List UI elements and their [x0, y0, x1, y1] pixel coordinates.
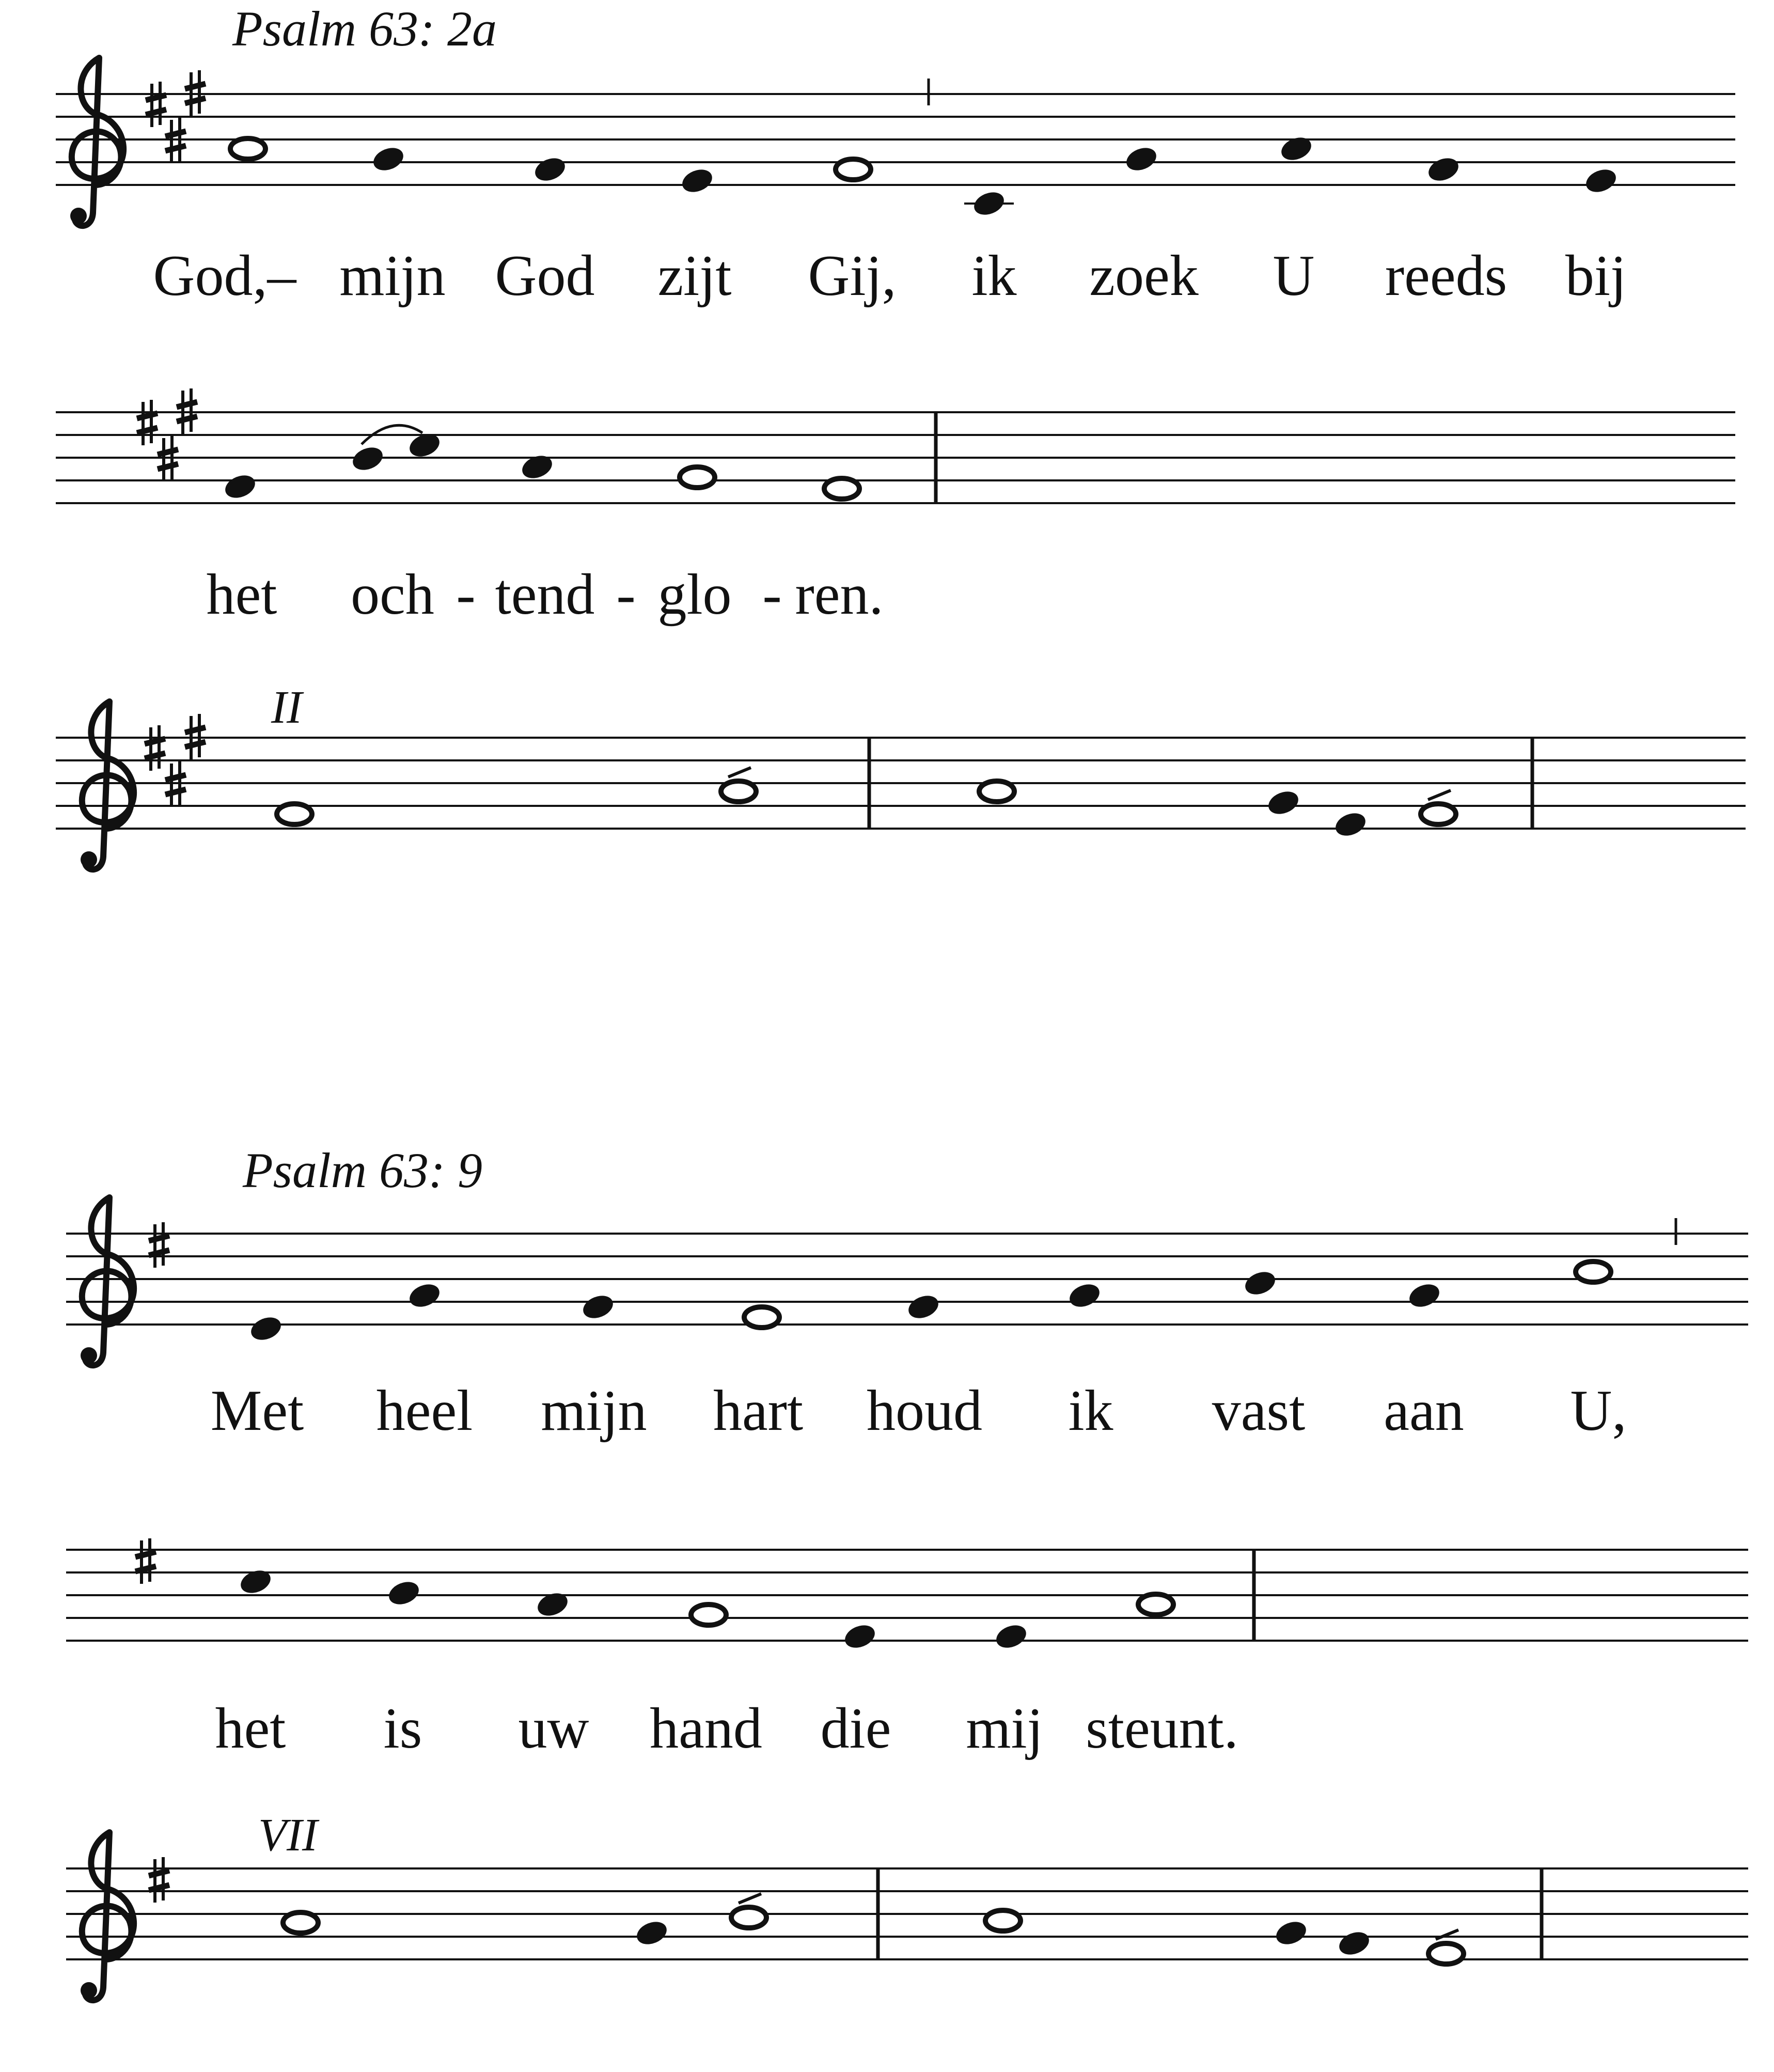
sharp-stroke	[185, 742, 206, 747]
note-head-open	[277, 804, 312, 824]
lyric-syllable: zijt	[657, 244, 732, 308]
note-head-filled	[1123, 144, 1160, 175]
note-head-filled	[1332, 809, 1369, 840]
sharp-icon	[149, 1857, 169, 1903]
lyric-syllable: tend	[495, 563, 595, 627]
note-head-open	[1576, 1261, 1611, 1282]
note-head-open	[1138, 1594, 1173, 1615]
note-head-filled	[1273, 1918, 1310, 1949]
note-head-open	[744, 1307, 779, 1328]
note-head-open	[230, 138, 265, 159]
lyric-syllable: het	[206, 563, 277, 627]
clef-dot	[81, 851, 97, 868]
lyric-syllable: vast	[1212, 1379, 1306, 1443]
lyric-syllable: och	[351, 563, 434, 627]
clef-dot	[81, 1982, 97, 1999]
accent-mark	[1428, 790, 1451, 800]
lyric-syllable: ik	[971, 244, 1017, 308]
sharp-stroke	[145, 753, 165, 758]
psalm-tone-label-2: VII	[258, 1810, 318, 1861]
lyric-syllable: glo	[657, 563, 732, 627]
note-head-open	[691, 1604, 726, 1625]
sharp-stroke	[149, 1236, 169, 1241]
note-head-filled	[1336, 1928, 1373, 1959]
lyric-syllable: zoek	[1089, 244, 1199, 308]
note-head-open	[985, 1910, 1021, 1931]
note-head-filled	[1265, 787, 1302, 818]
psalm-title-1: Psalm 63: 2a	[232, 1, 497, 56]
note-head-open	[979, 781, 1014, 802]
sharp-icon	[145, 725, 165, 771]
sharp-stroke	[177, 416, 197, 422]
accent-mark	[739, 1894, 761, 1903]
clef-dot	[70, 208, 87, 224]
lyric-syllable: U,	[1570, 1379, 1627, 1443]
lyric-syllable: God,–	[153, 244, 296, 308]
lyric-syllable: bij	[1565, 244, 1627, 308]
note-head-filled	[350, 443, 386, 474]
psalm-tone-label-1: II	[271, 682, 302, 733]
sharp-stroke	[149, 1885, 169, 1890]
lyric-syllable: houd	[867, 1379, 982, 1443]
sharp-stroke	[165, 775, 186, 780]
sharp-stroke	[165, 789, 186, 794]
lyric-hyphen: -	[762, 563, 782, 627]
lyric-syllable: reeds	[1385, 244, 1508, 308]
lyric-syllable: God	[495, 244, 595, 308]
note-head-filled	[905, 1291, 942, 1322]
note-head-filled	[519, 451, 556, 482]
sharp-stroke	[146, 95, 166, 100]
note-head-open	[1428, 1943, 1464, 1964]
lyric-syllable: ik	[1068, 1379, 1113, 1443]
note-head-filled	[993, 1621, 1030, 1652]
lyric-syllable: uw	[518, 1696, 589, 1761]
note-head-open	[680, 467, 715, 488]
accent-mark	[728, 768, 751, 777]
note-head-open	[836, 159, 871, 180]
note-head-open	[1421, 804, 1456, 824]
lyric-syllable: ren.	[795, 563, 884, 627]
note-head-filled	[386, 1578, 422, 1609]
sharp-stroke	[177, 402, 197, 407]
note-head-filled	[532, 154, 569, 185]
lyric-syllable: hand	[650, 1696, 762, 1761]
note-head-open	[283, 1912, 318, 1933]
sharp-stroke	[149, 1871, 169, 1876]
lyric-syllable: steunt.	[1086, 1696, 1238, 1761]
lyric-hyphen: -	[616, 563, 636, 627]
sharp-stroke	[135, 1566, 156, 1571]
note-head-filled	[238, 1566, 274, 1597]
note-head-filled	[370, 144, 407, 175]
sharp-stroke	[185, 727, 206, 733]
note-head-open	[721, 781, 756, 802]
note-head-filled	[222, 471, 259, 502]
lyric-syllable: U	[1273, 244, 1315, 308]
sharp-stroke	[145, 739, 165, 744]
note-head-filled	[1425, 154, 1462, 185]
sharp-stroke	[185, 84, 206, 89]
sharp-icon	[149, 1222, 169, 1268]
lyric-syllable: heel	[376, 1379, 473, 1443]
clef-dot	[81, 1347, 97, 1364]
lyric-syllable: hart	[713, 1379, 804, 1443]
note-head-filled	[1278, 133, 1315, 164]
note-head-filled	[248, 1313, 285, 1344]
note-head-filled	[535, 1589, 571, 1620]
sharp-icon	[135, 1538, 156, 1584]
note-head-filled	[1066, 1280, 1103, 1311]
note-head-filled	[1583, 165, 1620, 196]
sharp-stroke	[165, 131, 186, 136]
sharp-stroke	[149, 1250, 169, 1255]
lyric-syllable: mijn	[339, 244, 446, 308]
note-head-filled	[580, 1291, 617, 1322]
lyric-syllable: mij	[966, 1696, 1043, 1761]
lyric-hyphen: -	[456, 563, 476, 627]
note-head-filled	[971, 188, 1008, 219]
note-head-filled	[634, 1918, 670, 1949]
lyric-syllable: het	[215, 1696, 286, 1761]
note-head-open	[824, 478, 859, 499]
lyric-syllable: die	[820, 1696, 891, 1761]
accent-mark	[1436, 1930, 1458, 1939]
lyric-syllable: is	[383, 1696, 422, 1761]
note-head-filled	[1242, 1268, 1279, 1299]
sharp-stroke	[158, 464, 178, 469]
sharp-icon	[137, 400, 158, 445]
lyric-syllable: Gij,	[808, 244, 897, 308]
note-head-filled	[842, 1621, 878, 1652]
lyric-syllable: aan	[1384, 1379, 1464, 1443]
note-head-filled	[406, 1280, 443, 1311]
note-head-open	[731, 1907, 766, 1928]
treble-clef-icon	[81, 1832, 134, 2000]
treble-clef-icon	[81, 702, 134, 869]
lyric-syllable: Met	[210, 1379, 304, 1443]
sharp-stroke	[146, 110, 166, 115]
sharp-stroke	[185, 98, 206, 103]
sharp-stroke	[137, 428, 158, 433]
treble-clef-icon	[70, 58, 123, 226]
sharp-stroke	[135, 1552, 156, 1557]
sharp-icon	[146, 82, 166, 127]
note-head-filled	[1406, 1280, 1443, 1311]
sharp-stroke	[165, 146, 186, 151]
treble-clef-icon	[81, 1197, 134, 1365]
lyric-syllable: mijn	[541, 1379, 647, 1443]
sharp-stroke	[158, 449, 178, 455]
sharp-stroke	[137, 413, 158, 418]
psalm-title-2: Psalm 63: 9	[243, 1143, 482, 1198]
note-head-filled	[679, 165, 716, 196]
